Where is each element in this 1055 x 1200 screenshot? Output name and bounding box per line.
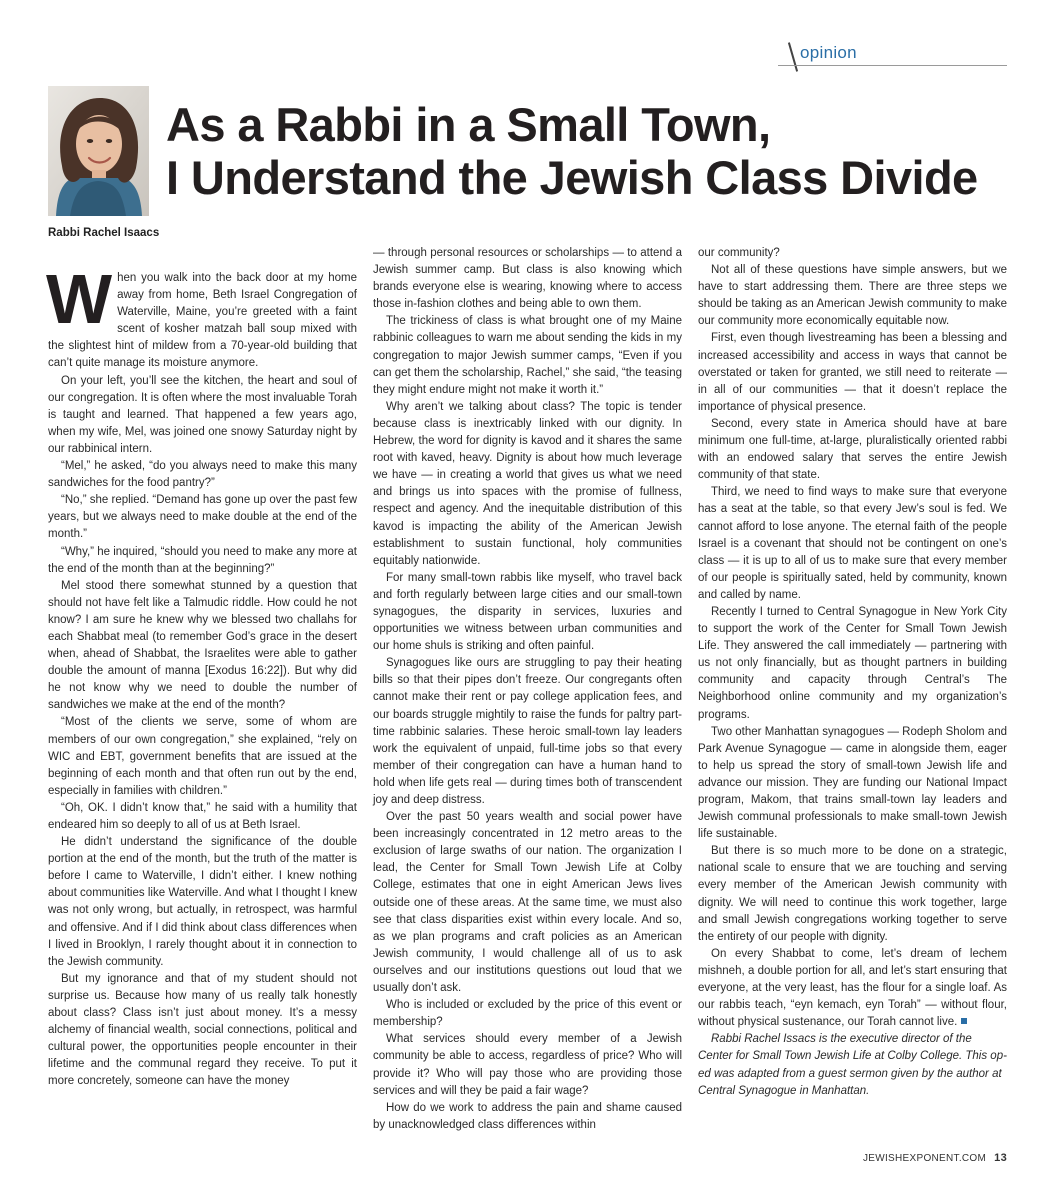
article-paragraph: Third, we need to find ways to make sure that everyone has a seat at the table, so that every Jew’s soul is fed. We cannot afford to lose anyone. The eternal faith of the people Israel is a covenant that should not be contingent on one’s class — it is up to all of us to make sure that every member of our people is spiritually sated, held by community, known and called by name. <box>698 486 1007 601</box>
drop-cap: W <box>46 260 113 338</box>
article-paragraph: Two other Manhattan synagogues — Rodeph Sholom and Park Avenue Synagogue — came in alongside them, eager to help us spread the story of small-town Jewish life and advance our mission. They are funding our National Impact program, Makom, that trains small-town lay leaders and Jewish communal professionals to make small-town Jewish life sustainable. <box>698 725 1007 841</box>
headline <box>166 98 1036 204</box>
article-paragraph: “Why,” he inquired, “should you need to make any more at the end of the month than at the beginning?” <box>48 545 357 575</box>
section-tag <box>778 38 1007 66</box>
article-paragraph: Synagogues like ours are struggling to pay their heating bills so that their pipes don’t freeze. Our congregants often cannot make their rent or pay college application fees, and our boards struggle mightily to raise the funds for paltry part-time rabbinic salaries. These heroic small-town lay leaders work the equivalent of unpaid, full-time jobs so that every member of their congregation can have a human hand to hold when life gets real — during times both of transcendent joy and deep distress. <box>373 657 682 806</box>
article-column-3 <box>698 245 1007 1100</box>
article-paragraph: “Most of the clients we serve, some of whom are members of our own congregation,” she explained, “rely on WIC and EBT, government benefits that are issued at the beginning of each month and that often run out by the end, especially in families with children.” <box>48 716 357 797</box>
article-paragraph: But my ignorance and that of my student should not surprise us. Because how many of us really talk honestly about class? Class isn’t just about money. It’s a messy alchemy of financial wealth, social connections, political and cultural power, the opportunities people encounter in their lifetime and the communal regard they receive. To put it more concretely, someone can have the money <box>48 972 357 1088</box>
author-photo <box>48 86 149 216</box>
article-paragraph: What services should every member of a Jewish community be able to access, regardless of price? Who will provide it? Who will pay those who are providing those services and will they be paid a fair wage? <box>373 1033 682 1097</box>
article-paragraph: For many small-town rabbis like myself, who travel back and forth regularly between large cities and our small-town synagogues, the disparity in services, luxuries and opportunities we witness between urban communities and our home shuls is striking and often painful. <box>373 571 682 653</box>
article-paragraph: “No,” she replied. “Demand has gone up over the past few years, but we always need to make double at the end of the month.” <box>48 494 357 541</box>
headline-line-2: I Understand the Jewish Class Divide <box>166 151 978 204</box>
article-paragraph: Not all of these questions have simple answers, but we have to start addressing them. There are three steps we should be taking as an American Jewish community to make our community more economically equitable now. <box>698 264 1007 328</box>
article-paragraph: On your left, you’ll see the kitchen, the heart and soul of our congregation. It is often where the most invaluable Torah is taught and learned. That happened a few years ago, when my wife, Mel, was joined one snowy Saturday night by our rabbinical intern. <box>48 374 357 455</box>
article-paragraph: — through personal resources or scholarships — to attend a Jewish summer camp. But class is also knowing which brands everyone else is wearing, knowing where to access those in-fashion clothes and being able to own them. <box>373 247 682 311</box>
article-paragraph: our community? <box>698 247 780 259</box>
article-paragraph: Recently I turned to Central Synagogue in New York City to support the work of the Center for Small Town Jewish Life. They answered the call immediately — partnering with us not only financially, but as thought partners in building community and capacity through Central’s The Neighborhood online community and my organization’s programs. <box>698 605 1007 721</box>
article-paragraph: The trickiness of class is what brought one of my Maine rabbinic colleagues to warn me about sending the kids in my congregation to major Jewish summer camps, “Even if you can get them the scholarship, Rachel,” she said, “the teasing they might endure might not make it worth it.” <box>373 315 682 396</box>
page-footer <box>863 1152 1007 1164</box>
slash-mark <box>788 42 798 71</box>
article-paragraph: He didn’t understand the significance of the double portion at the end of the month, but the truth of the matter is before I came to Waterville, I didn’t either. I knew nothing about communities like Waterville. And what I thought I knew was not only wrong, but actually, in retrospect, was harmful and offensive. And if I did think about class differences when I lived in Brooklyn, I rarely thought about it in connection to the Jewish community. <box>48 836 357 968</box>
section-label: opinion <box>800 43 857 62</box>
article-paragraph: But there is so much more to be done on a strategic, national scale to ensure that we are touching and serving every member of the American Jewish community with dignity. We will need to continue this work together, large and small Jewish congregations working together to serve the entirety of our people with dignity. <box>698 845 1007 943</box>
article-paragraph: Why aren’t we talking about class? The topic is tender because class is inextricably linked with our dignity. In Hebrew, the word for dignity is kavod and it shares the same root with kaved, heavy. Dignity is about how much leverage we have — in creating a world that gives us what we need and brings us into spaces with the promise of fullness, respect and agency. And the inequitable distribution of this kavod is impacting the ability of the American Jewish establishment to sustain functional, holy communities equitably nationwide. <box>373 400 682 567</box>
article-paragraph: Mel stood there somewhat stunned by a question that should not have felt like a Talmudic riddle. How could he not know? I am sure he knew why we blessed two challahs for each Shabbat meal (to remember God’s grace in the desert when, ahead of Shabbat, the Israelites were able to gather double the amount of manna [Exodus 16:22]). But why did he not know why we need to double the number of sandwiches we make at the end of the month? <box>48 579 357 712</box>
article-paragraph: First, even though livestreaming has been a blessing and increased accessibility and access in ways that cannot be overstated or taken for granted, we still need to reiterate — in all of our communities — that it doesn’t replace the importance of physical presence. <box>698 332 1007 413</box>
author-portrait-icon <box>48 86 149 216</box>
article-paragraph: Over the past 50 years wealth and social power have been increasingly concentrated in 12 metro areas to the exclusion of large swaths of our nation. The organization I lead, the Center for Small Town Jewish Life at Colby College, estimates that one in eight American Jews lives outside one of these areas. At the same time, we must also see that class disparities exist within every locale. And so, as we plan programs and craft policies as an American Jewish community, I would challenge all of us to ask ourselves and our institutions questions out loud that we usually don’t ask. <box>373 811 682 995</box>
article-paragraph: How do we work to address the pain and shame caused by unacknowledged class differences within <box>373 1101 682 1131</box>
article-paragraph: Who is included or excluded by the price of this event or membership? <box>373 999 682 1029</box>
article-column-2 <box>373 245 682 1134</box>
article-paragraph: On every Shabbat to come, let’s dream of lechem mishneh, a double portion for all, and let’s start ensuring that everyone, at the very least, has the flour for a single loaf. As our rabbis teach, “eyn kemach, eyn Torah” — without flour, without physical sustenance, our Torah cannot live. <box>698 947 1007 1029</box>
article-paragraph: Second, every state in America should have at bare minimum one full-time, at-large, pluralistically oriented rabbi with an endowed salary that serves the entire Jewish community of that state. <box>698 417 1007 482</box>
end-mark-icon <box>961 1018 967 1024</box>
section-rule <box>778 65 1007 66</box>
article-paragraph: “Oh, OK. I didn’t know that,” he said with a humility that endeared him so deeply to all of us at Beth Israel. <box>48 801 357 831</box>
article-paragraph: “Mel,” he asked, “do you always need to make this many sandwiches for the food pantry?” <box>48 460 357 490</box>
page-number: 13 <box>994 1152 1007 1164</box>
article-paragraph: When you walk into the back door at my home away from home, Beth Israel Congregation of Waterville, Maine, you’re greeted with a faint scent of kosher matzah ball soup mixed with the slightest hint of mildew from a 70-year-old building that can’t quite manage its moisture anymore. <box>46 260 357 370</box>
author-bio: Rabbi Rachel Issacs is the executive director of the Center for Small Town Jewish Life at Colby College. This op-ed was adapted from a guest sermon given by the author at Central Synagogue in Manhattan. <box>698 1033 1007 1097</box>
footer-site: JEWISHEXPONENT.COM <box>862 1153 987 1164</box>
article-column-1 <box>46 260 357 1091</box>
byline: Rabbi Rachel Isaacs <box>48 227 160 239</box>
headline-line-1: As a Rabbi in a Small Town, <box>166 98 771 151</box>
